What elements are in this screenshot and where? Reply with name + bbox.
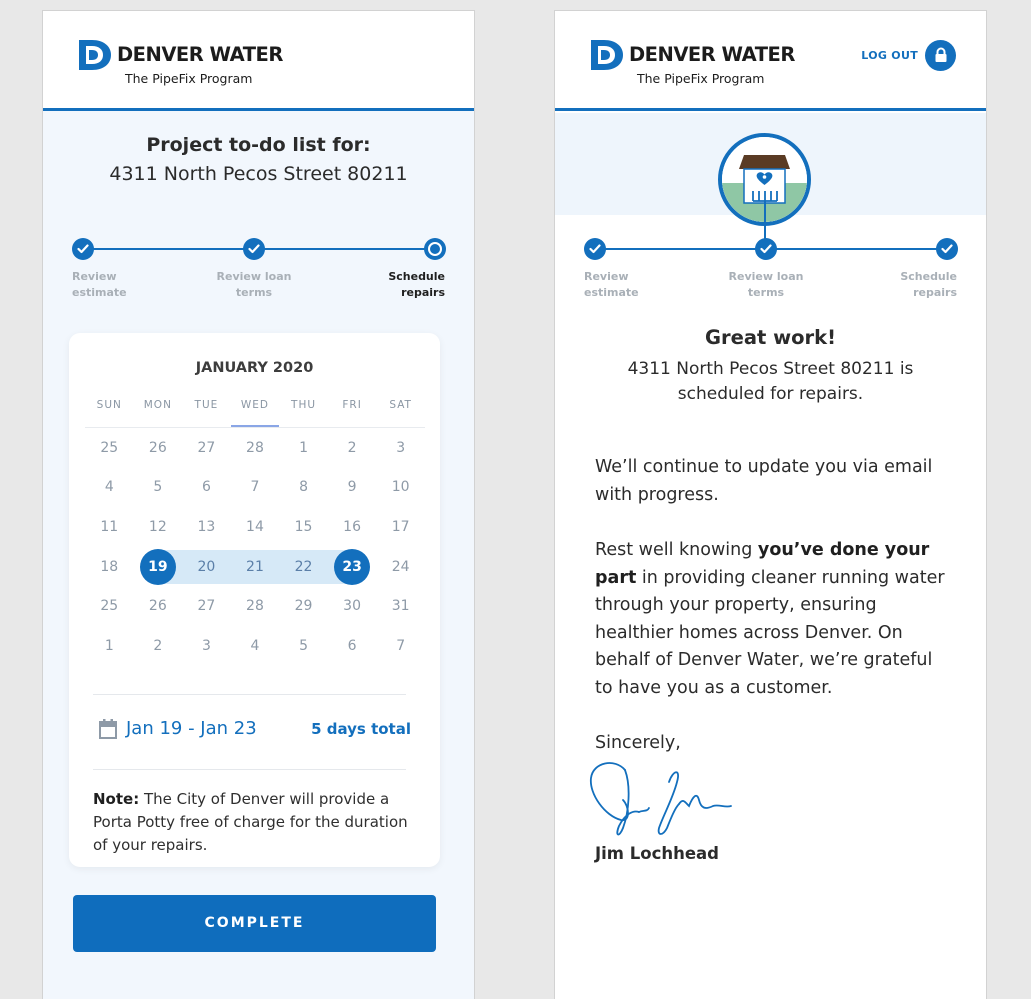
calendar-day[interactable]: 7 xyxy=(396,637,406,654)
confirmation-screen xyxy=(554,10,987,999)
calendar-day[interactable]: 4 xyxy=(250,637,260,654)
calendar-week xyxy=(85,586,425,626)
step-2-label: Review loan terms xyxy=(216,270,292,299)
calendar-card xyxy=(69,333,440,867)
calendar-grid xyxy=(85,395,425,666)
logout-button[interactable] xyxy=(861,39,956,71)
step-2-check-icon xyxy=(755,238,777,260)
calendar-weekday-header xyxy=(85,395,425,428)
progress-stepper xyxy=(43,236,474,306)
weekday-sat: SAT xyxy=(389,399,412,411)
calendar-week xyxy=(85,507,425,547)
program-name: The PipeFix Program xyxy=(125,71,253,86)
app-header xyxy=(43,11,474,111)
calendar-day[interactable] xyxy=(134,549,183,585)
step-3-label: Schedule repairs xyxy=(900,270,957,299)
house-heart-illustration xyxy=(718,133,811,226)
calendar-day[interactable]: 28 xyxy=(246,439,264,456)
calendar-day[interactable]: 3 xyxy=(396,439,406,456)
brand-name: DENVER WATER xyxy=(117,43,283,66)
calendar-day[interactable]: 25 xyxy=(100,439,119,456)
page-title: Project to-do list for: xyxy=(146,134,371,156)
weekday-thu: THU xyxy=(291,399,317,411)
signer-name: Jim Lochhead xyxy=(595,844,719,863)
calendar-day[interactable]: 14 xyxy=(246,518,264,535)
calendar-day[interactable]: 29 xyxy=(294,598,313,615)
calendar-day[interactable]: 18 xyxy=(100,558,119,575)
calendar-day[interactable]: 17 xyxy=(391,518,410,535)
range-dates: Jan 19 - Jan 23 xyxy=(126,718,257,739)
denver-water-logo[interactable] xyxy=(77,38,297,90)
progress-stepper xyxy=(555,236,986,306)
calendar-day[interactable]: 7 xyxy=(250,479,260,496)
calendar-day[interactable]: 22 xyxy=(294,558,313,575)
calendar-day[interactable]: 13 xyxy=(197,518,216,535)
calendar-day[interactable]: 12 xyxy=(148,518,167,535)
weekday-sun: SUN xyxy=(96,399,122,411)
signature-image xyxy=(585,756,735,841)
denver-water-logo-icon xyxy=(589,38,625,72)
thanks-paragraph: Rest well knowing you’ve done your part in providing cleaner running water through your property, ensuring healthier homes across Denver. On behalf of Denver Water, we’re grateful to have you as a customer. xyxy=(595,540,945,698)
range-total-days: 5 days total xyxy=(311,720,411,738)
lock-icon xyxy=(925,40,956,71)
calendar-day[interactable]: 5 xyxy=(153,479,163,496)
weekday-fri: FRI xyxy=(342,399,362,411)
calendar-day[interactable]: 27 xyxy=(197,439,216,456)
scheduled-message: 4311 North Pecos Street 80211 is scheduled for repairs. xyxy=(627,359,914,404)
weekday-mon: MON xyxy=(143,399,172,411)
calendar-day[interactable]: 26 xyxy=(148,439,167,456)
calendar-day[interactable]: 28 xyxy=(246,598,264,615)
app-header xyxy=(555,11,986,111)
update-paragraph: We’ll continue to update you via email with progress. xyxy=(595,457,933,505)
house-icon xyxy=(722,137,807,222)
note-label: Note: xyxy=(93,790,140,808)
brand-name: DENVER WATER xyxy=(629,43,795,66)
selected-day[interactable]: 19 xyxy=(140,549,176,585)
calendar-day[interactable]: 15 xyxy=(294,518,313,535)
divider xyxy=(93,769,406,770)
calendar-day[interactable]: 21 xyxy=(246,558,264,575)
logout-label: LOG OUT xyxy=(861,48,918,62)
divider xyxy=(93,694,406,695)
denver-water-logo-icon xyxy=(77,38,113,72)
step-3-current-icon xyxy=(424,238,446,260)
step-3-check-icon xyxy=(936,238,958,260)
step-3-label: Schedule repairs xyxy=(388,270,445,299)
closing: Sincerely, xyxy=(595,733,681,753)
calendar-day[interactable]: 5 xyxy=(299,637,308,654)
calendar-day[interactable]: 1 xyxy=(104,637,114,654)
calendar-day[interactable]: 27 xyxy=(197,598,216,615)
calendar-day[interactable]: 24 xyxy=(391,558,410,575)
calendar-day[interactable]: 8 xyxy=(299,479,308,496)
calendar-week xyxy=(85,428,425,468)
selected-day[interactable]: 23 xyxy=(334,549,370,585)
calendar-week xyxy=(85,468,425,508)
denver-water-logo[interactable] xyxy=(589,38,809,90)
weekday-tue: TUE xyxy=(194,399,219,411)
weekday-wed: WED xyxy=(231,395,280,427)
calendar-day[interactable]: 11 xyxy=(100,518,119,535)
complete-button[interactable]: COMPLETE xyxy=(73,895,436,952)
schedule-screen xyxy=(42,10,475,999)
step-1-label: Review estimate xyxy=(72,270,127,299)
note-text: The City of Denver will provide a Porta Potty free of charge for the duration of your repairs. xyxy=(93,790,408,854)
calendar-day[interactable]: 16 xyxy=(343,518,361,535)
calendar-day[interactable]: 6 xyxy=(347,637,357,654)
step-1-check-icon xyxy=(584,238,606,260)
calendar-week xyxy=(85,547,425,587)
calendar-month: JANUARY 2020 xyxy=(195,360,314,376)
calendar-day[interactable]: 9 xyxy=(347,479,357,496)
calendar-day[interactable]: 4 xyxy=(104,479,114,496)
program-name: The PipeFix Program xyxy=(637,71,765,86)
success-heading: Great work! xyxy=(704,326,836,349)
calendar-day[interactable]: 2 xyxy=(347,439,357,456)
calendar-day[interactable] xyxy=(328,549,377,585)
calendar-day[interactable]: 30 xyxy=(343,598,361,615)
calendar-day[interactable]: 10 xyxy=(391,479,410,496)
selected-range xyxy=(93,715,411,745)
calendar-day[interactable]: 26 xyxy=(148,598,167,615)
calendar-day[interactable]: 25 xyxy=(100,598,119,615)
calendar-day[interactable]: 31 xyxy=(391,598,410,615)
step-2-check-icon xyxy=(243,238,265,260)
project-address: 4311 North Pecos Street 80211 xyxy=(109,163,408,185)
step-2-label: Review loan terms xyxy=(728,270,804,299)
step-1-check-icon xyxy=(72,238,94,260)
calendar-week xyxy=(85,626,425,666)
calendar-day[interactable]: 20 xyxy=(197,558,216,575)
porta-potty-note xyxy=(93,788,413,857)
calendar-day[interactable]: 2 xyxy=(153,637,163,654)
calendar-icon xyxy=(99,719,117,739)
step-1-label: Review estimate xyxy=(584,270,639,299)
calendar-day[interactable]: 6 xyxy=(201,479,211,496)
calendar-day[interactable]: 1 xyxy=(299,439,308,456)
calendar-day[interactable]: 3 xyxy=(201,637,211,654)
